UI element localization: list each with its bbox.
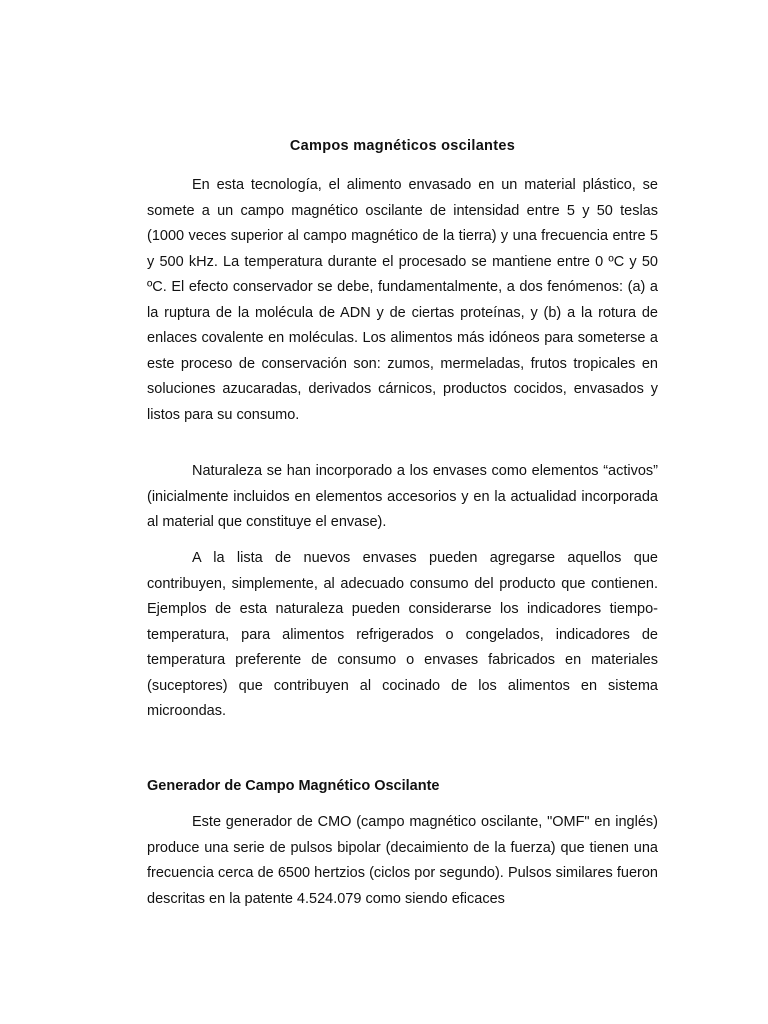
paragraph-tecnologia: En esta tecnología, el alimento envasado en un material plástico, se somete a un campo magnético oscilante de intensidad entre 5 y 50 teslas (1000 veces superior al campo magnético de la tierra) y una frecuencia entre 5 y 500 kHz. La temperatura durante el procesado se mantiene entre 0 ºC y 50 ºC. El efecto conservador se debe, fundamentalmente, a dos fenómenos: (a) a la ruptura de la molécula de ADN y de ciertas proteínas, y (b) a la rotura de enlaces covalente en moléculas. Los alimentos más idóneos para someterse a este proceso de conservación son: zumos, mermeladas, frutos tropicales en soluciones azucaradas, derivados cárnicos, productos cocidos, envasados y listos para su consumo. xyxy=(147,177,658,423)
paragraph-naturaleza: Naturaleza se han incorporado a los envases como elementos “activos” (inicialmente incluidos en elementos accesorios y en la actualidad incorporada al material que constituye el envase). xyxy=(147,463,658,530)
document-title: Campos magnéticos oscilantes xyxy=(289,138,516,154)
paragraph-nuevos-envases: A la lista de nuevos envases pueden agregarse aquellos que contribuyen, simplemente, al adecuado consumo del producto que contienen. Ejemplos de esta naturaleza pueden considerarse los indicadores tiempo-temperatura, para alimentos refrigerados o congelados, indicadores de temperatura preferente de consumo o envases fabricados en materiales (suceptores) que contribuyen al cocinado de los alimentos en sistema microondas. xyxy=(147,550,658,719)
document-page xyxy=(147,0,658,1024)
section-heading: Generador de Campo Magnético Oscilante xyxy=(147,778,440,794)
paragraph-generador: Este generador de CMO (campo magnético oscilante, "OMF" en inglés) produce una serie de pulsos bipolar (decaimiento de la fuerza) que tienen una frecuencia cerca de 6500 hertzios (ciclos por segundo). Pulsos similares fueron descritas en la patente 4.524.079 como siendo eficaces xyxy=(147,814,658,907)
